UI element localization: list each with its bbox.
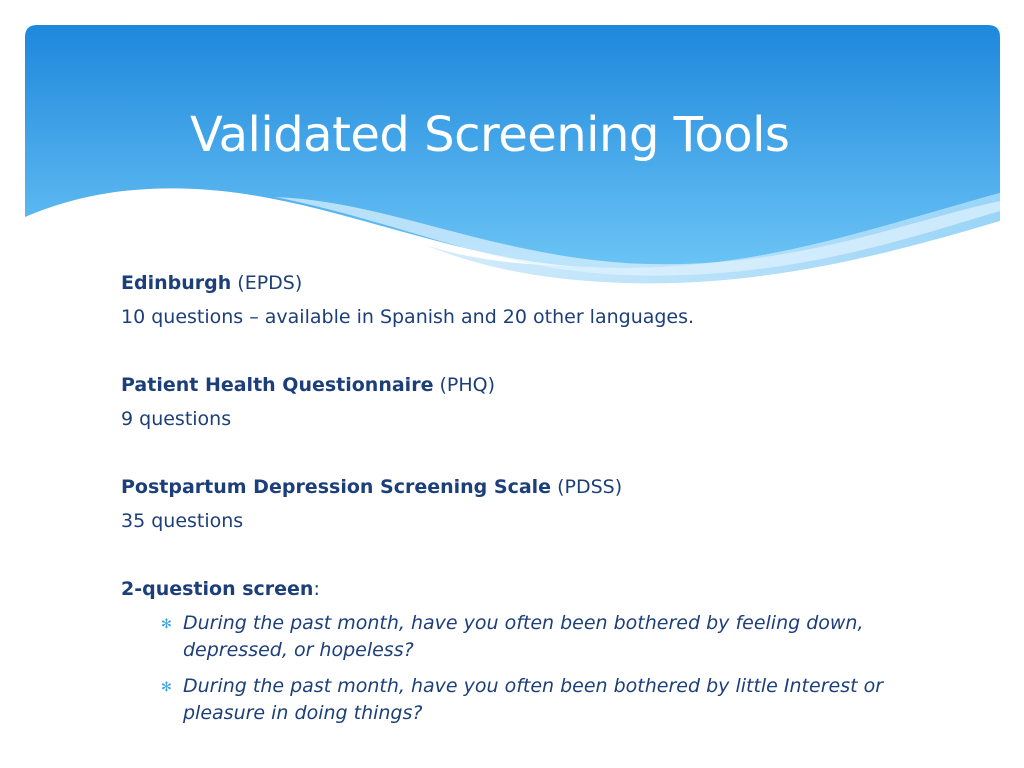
tool-detail: 9 questions <box>121 408 232 430</box>
tool-name: Patient Health Questionnaire <box>121 374 434 396</box>
question-item <box>161 673 963 727</box>
tool-detail: 10 questions – available in Spanish and 20 other languages. <box>121 306 695 328</box>
question-text: During the past month, have you often been bothered by little Interest or pleasure in doing things? <box>183 675 884 724</box>
tool-edinburgh <box>121 266 981 334</box>
asterisk-bullet-icon: ✻ <box>161 680 172 695</box>
question-list <box>121 610 981 727</box>
tool-name: Edinburgh <box>121 272 232 294</box>
slide-body <box>121 266 981 736</box>
tool-name: Postpartum Depression Screening Scale <box>121 476 552 498</box>
two-question-screen <box>121 572 981 727</box>
tool-detail: 35 questions <box>121 510 244 532</box>
asterisk-bullet-icon: ✻ <box>161 617 172 632</box>
tool-abbrev: (PHQ) <box>439 374 496 396</box>
tool-phq <box>121 368 981 436</box>
header-banner <box>25 25 1000 285</box>
tool-abbrev: (PDSS) <box>557 476 623 498</box>
question-item <box>161 610 963 664</box>
question-text: During the past month, have you often been bothered by feeling down, depressed, or hopeless? <box>183 612 864 661</box>
screen-heading-colon: : <box>313 578 320 600</box>
tool-pdss <box>121 470 981 538</box>
tool-abbrev: (EPDS) <box>237 272 303 294</box>
slide-title: Validated Screening Tools <box>190 107 790 163</box>
screen-heading: 2-question screen <box>121 578 314 600</box>
